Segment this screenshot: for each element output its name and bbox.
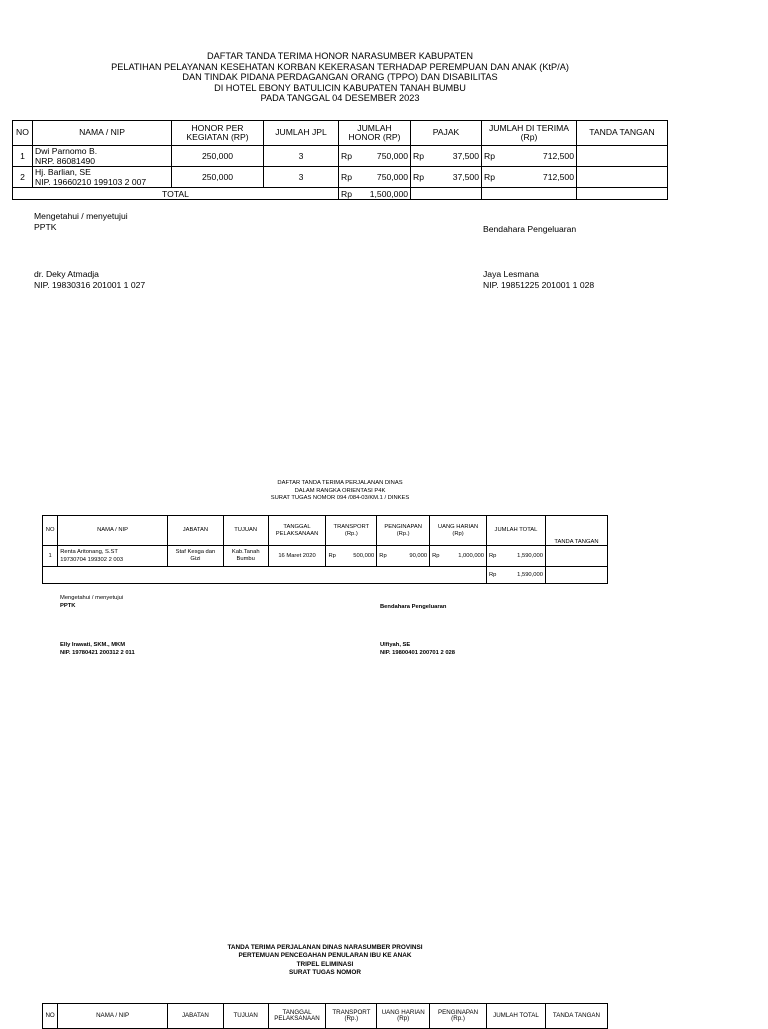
col-header: TRANSPORT (Rp.) xyxy=(326,1004,377,1029)
row-jumlah xyxy=(339,146,411,167)
amount: 712,500 xyxy=(542,172,574,182)
col-header: JABATAN xyxy=(167,1004,223,1029)
row-transport xyxy=(326,546,377,567)
signer-nip: NIP. 19780421 200312 2 011 xyxy=(60,649,135,656)
amount: 37,500 xyxy=(452,151,479,161)
total-row xyxy=(43,567,608,584)
row-jpl: 3 xyxy=(264,167,339,188)
row-name-nip xyxy=(58,546,168,567)
col-header: UANG HARIAN (Rp) xyxy=(377,1004,430,1029)
table-row xyxy=(43,546,608,567)
col-header: JUMLAH TOTAL xyxy=(487,1004,546,1029)
sign-right-person xyxy=(380,642,455,657)
currency-label: Rp xyxy=(484,172,495,182)
section1-title-line: PADA TANGGAL 04 DESEMBER 2023 xyxy=(260,93,420,104)
row-no: 2 xyxy=(13,167,33,188)
currency-label: Rp xyxy=(341,151,352,161)
col-header: NO xyxy=(13,121,33,146)
col-header: HONOR PER KEGIATAN (RP) xyxy=(172,121,264,146)
row-signature xyxy=(577,167,668,188)
col-header: NAMA / NIP xyxy=(33,121,172,146)
total-label: TOTAL xyxy=(13,188,339,200)
col-header: TANDA TANGAN xyxy=(545,1004,607,1029)
sign-left-heading xyxy=(60,595,123,610)
signer-nip: NIP. 19830316 201001 1 027 xyxy=(34,280,146,290)
row-terima xyxy=(482,146,577,167)
amount: 500,000 xyxy=(353,553,375,559)
section2-title-line: DALAM RANGKA ORIENTASI P4K xyxy=(294,487,386,494)
col-header: JUMLAH TOTAL xyxy=(487,516,546,546)
col-header: JABATAN xyxy=(167,516,223,546)
col-header: PENGINAPAN (Rp.) xyxy=(377,516,430,546)
sign-left-heading xyxy=(34,211,128,233)
row-tujuan: Kab.Tanah Bumbu xyxy=(223,546,268,567)
table-header-row xyxy=(13,121,668,146)
row-pajak xyxy=(411,146,482,167)
col-header: NO xyxy=(43,516,58,546)
col-header: JUMLAH DI TERIMA (Rp) xyxy=(482,121,577,146)
table-header-row xyxy=(43,1004,608,1029)
section2-title xyxy=(130,480,550,503)
signer-nip: NIP. 19851225 201001 1 028 xyxy=(483,280,595,290)
row-terima xyxy=(482,167,577,188)
currency-label: Rp xyxy=(489,553,497,559)
signer-name: Elly Irawati, SKM., MKM xyxy=(60,642,126,648)
col-header: TANGGAL PELAKSANAAN xyxy=(268,1004,326,1029)
table-row xyxy=(13,167,668,188)
row-name: Dwi Parnomo B. xyxy=(35,146,98,156)
section3-title-line: PERTEMUAN PENCEGAHAN PENULARAN IBU KE ANAK xyxy=(238,952,412,960)
amount: 750,000 xyxy=(376,151,408,161)
currency-label: Rp xyxy=(413,172,424,182)
total-row xyxy=(13,188,668,200)
row-no: 1 xyxy=(43,546,58,567)
currency-label: Rp xyxy=(379,553,387,559)
currency-label: Rp xyxy=(489,572,497,578)
row-jpl: 3 xyxy=(264,146,339,167)
col-header: TRANSPORT (Rp.) xyxy=(326,516,377,546)
row-signature xyxy=(577,146,668,167)
col-header: PAJAK xyxy=(411,121,482,146)
amount: 37,500 xyxy=(452,172,479,182)
amount: 712,500 xyxy=(542,151,574,161)
section3-title-line: TANDA TERIMA PERJALANAN DINAS NARASUMBER PROVINSI xyxy=(227,944,423,951)
total-value xyxy=(339,188,411,200)
col-header: NO xyxy=(43,1004,58,1029)
currency-label: Rp xyxy=(413,151,424,161)
row-pajak xyxy=(411,167,482,188)
row-honor: 250,000 xyxy=(172,146,264,167)
amount: 1,590,000 xyxy=(517,553,543,559)
section2-title-line: SURAT TUGAS NOMOR 094 /084-03/KM.1 / DINKES xyxy=(270,495,410,502)
amount: 1,000,000 xyxy=(458,553,484,559)
section1-title-line: DI HOTEL EBONY BATULICIN KABUPATEN TANAH BUMBU xyxy=(214,82,466,93)
approval-label: Mengetahui / menyetujui xyxy=(34,211,128,221)
section2-title-line: DAFTAR TANDA TERIMA PERJALANAN DINAS xyxy=(277,480,403,486)
signer-nip: NIP. 19800401 200701 2 028 xyxy=(380,649,455,656)
row-no: 1 xyxy=(13,146,33,167)
table-header-row xyxy=(43,516,608,546)
row-penginapan xyxy=(377,546,430,567)
row-name: Hj. Barlian, SE xyxy=(35,167,91,177)
amount: 750,000 xyxy=(376,172,408,182)
honor-table xyxy=(12,120,668,200)
col-header: PENGINAPAN (Rp.) xyxy=(430,1004,487,1029)
col-header: UANG HARIAN (Rp) xyxy=(430,516,487,546)
row-honor: 250,000 xyxy=(172,167,264,188)
signer-name: Jaya Lesmana xyxy=(483,269,539,279)
row-nip: NRP. 86081490 xyxy=(35,156,96,166)
section1-title-line: PELATIHAN PELAYANAN KESEHATAN KORBAN KEKERASAN TERHADAP PEREMPUAN DAN ANAK (KtP/A) xyxy=(111,61,569,72)
row-total xyxy=(487,546,546,567)
col-header: TUJUAN xyxy=(223,516,268,546)
row-name: Renta Aritonang, S.ST xyxy=(60,549,118,555)
sign-left-person xyxy=(34,269,145,291)
grand-total xyxy=(487,567,546,584)
currency-label: Rp xyxy=(484,151,495,161)
row-name-nip xyxy=(33,146,172,167)
section1-title xyxy=(0,51,680,104)
section3-title xyxy=(130,944,520,978)
row-name-nip xyxy=(33,167,172,188)
col-header: TANDA TANGAN xyxy=(577,121,668,146)
currency-label: Rp xyxy=(328,553,336,559)
col-header: JUMLAH HONOR (RP) xyxy=(339,121,411,146)
treasurer-label: Bendahara Pengeluaran xyxy=(380,604,447,610)
signer-name: Ulfiyah, SE xyxy=(380,642,411,648)
row-nip: NIP. 19660210 199103 2 007 xyxy=(35,177,147,187)
col-header: TANGGAL PELAKSANAAN xyxy=(268,516,326,546)
sign-left-person xyxy=(60,642,135,657)
amount: 1,590,000 xyxy=(517,572,543,578)
section3-title-line: SURAT TUGAS NOMOR xyxy=(289,969,361,977)
col-header: TUJUAN xyxy=(223,1004,268,1029)
travel-table xyxy=(42,515,608,584)
section3-title-line: TRIPEL ELIMINASI xyxy=(296,960,354,968)
role-label: PPTK xyxy=(60,602,76,609)
amount: 1,500,000 xyxy=(369,188,408,199)
row-signature xyxy=(545,546,607,567)
sign-right-person xyxy=(483,269,594,291)
currency-label: Rp xyxy=(341,172,352,182)
table-row xyxy=(13,146,668,167)
currency-label: Rp xyxy=(432,553,440,559)
col-header: NAMA / NIP xyxy=(58,516,168,546)
amount: 90,000 xyxy=(409,553,428,559)
row-harian xyxy=(430,546,487,567)
provincial-travel-table xyxy=(42,1003,608,1029)
section1-title-line: DAN TINDAK PIDANA PERDAGANGAN ORANG (TPPO) DAN DISABILITAS xyxy=(182,72,498,83)
row-jabatan: Staf Kesga dan Gizi xyxy=(167,546,223,567)
col-header: TANDA TANGAN xyxy=(545,516,607,546)
col-header: JUMLAH JPL xyxy=(264,121,339,146)
role-label: PPTK xyxy=(34,222,57,232)
signer-name: dr. Deky Atmadja xyxy=(34,269,99,279)
col-header: NAMA / NIP xyxy=(58,1004,168,1029)
row-tanggal: 16 Maret 2020 xyxy=(268,546,326,567)
section1-title-line: DAFTAR TANDA TERIMA HONOR NARASUMBER KABUPATEN xyxy=(207,51,473,61)
approval-label: Mengetahui / menyetujui xyxy=(60,595,124,601)
treasurer-label: Bendahara Pengeluaran xyxy=(483,224,577,234)
currency-label: Rp xyxy=(341,188,352,199)
row-nip: 19730704 199302 2 003 xyxy=(60,557,124,563)
row-jumlah xyxy=(339,167,411,188)
